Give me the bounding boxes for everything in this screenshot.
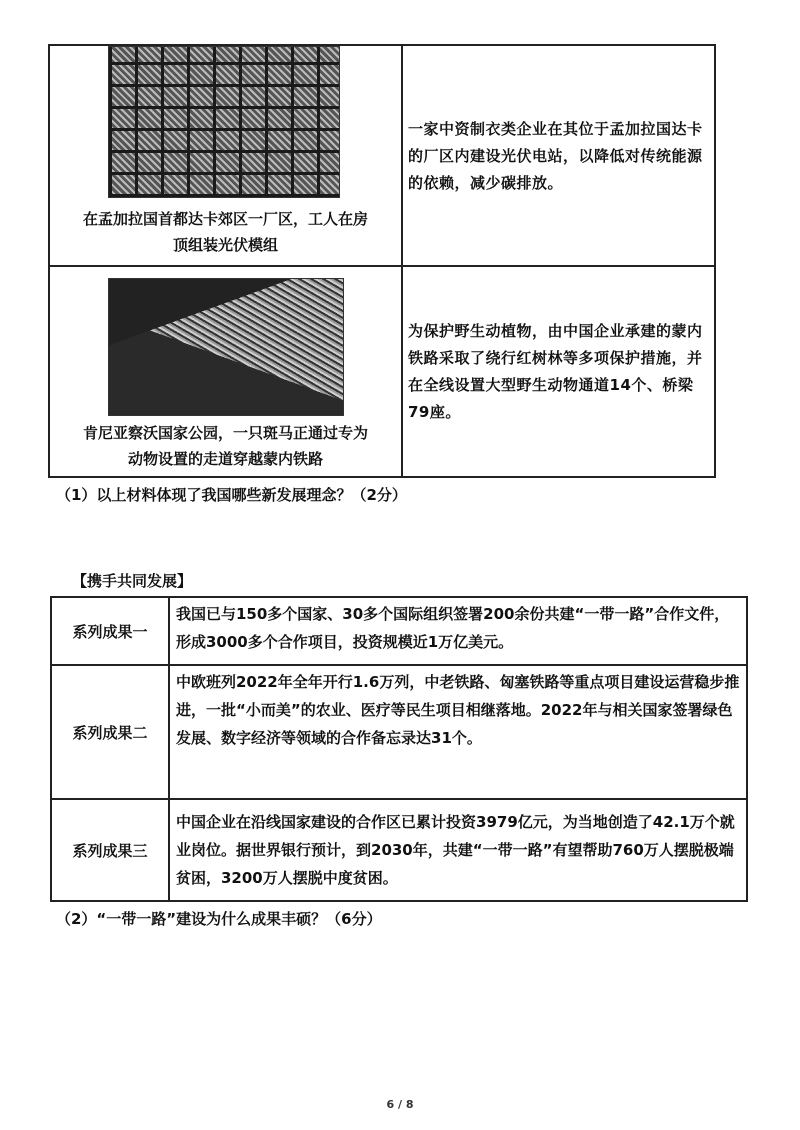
photo-description: 为保护野生动植物，由中国企业承建的蒙内铁路采取了绕行红树林等多项保护措施，并在全线设置大型野生动物通道14个、桥梁79座。 [408,322,703,421]
photo-description: 一家中资制衣类企业在其位于孟加拉国达卡的厂区内建设光伏电站，以降低对传统能源的依赖，减少碳排放。 [408,120,703,192]
photo-table [48,44,716,478]
table-row [52,666,746,800]
table-row [52,598,746,666]
page-number: 6 / 8 [386,1098,414,1111]
row-label: 系列成果二 [52,666,170,798]
caption-line: 顶组装光伏模组 [172,236,278,254]
row-text: 中欧班列2022年全年开行1.6万列，中老铁路、匈塞铁路等重点项目建设运营稳步推进，一批“小而美”的农业、医疗等民生项目相继落地。2022年与相关国家签署绿色发展、数字经济等领域的合作备忘录达31个。 [176,673,740,747]
caption-line: 肯尼亚察沃国家公园，一只斑马正通过专为 [82,424,368,442]
zebra-railway-photo [108,278,344,416]
table-divider [50,265,714,267]
photo-caption [50,420,401,472]
row-text: 中国企业在沿线国家建设的合作区已累计投资3979亿元，为当地创造了42.1万个就业岗位。据世界银行预计，到2030年，共建“一带一路”有望帮助760万人摆脱极端贫困，3200万人摆脱中度贫困。 [176,813,735,887]
photo-caption [50,206,401,258]
table-divider [401,46,403,476]
row-label: 系列成果一 [52,598,170,664]
question-1: （1）以上材料体现了我国哪些新发展理念？（2分） [56,486,407,504]
table-row [52,800,746,900]
row-label: 系列成果三 [52,800,170,900]
achievements-table [50,596,748,902]
row-text: 我国已与150多个国家、30多个国际组织签署200余份共建“一带一路”合作文件，形成3000多个合作项目，投资规模近1万亿美元。 [176,605,730,651]
solar-roof-photo [108,46,340,198]
question-2: （2）“一带一路”建设为什么成果丰硕？（6分） [56,910,382,928]
section-title: 【携手共同发展】 [72,572,193,590]
caption-line: 在孟加拉国首都达卡郊区一厂区，工人在房 [82,210,368,228]
caption-line: 动物设置的走道穿越蒙内铁路 [127,450,323,468]
